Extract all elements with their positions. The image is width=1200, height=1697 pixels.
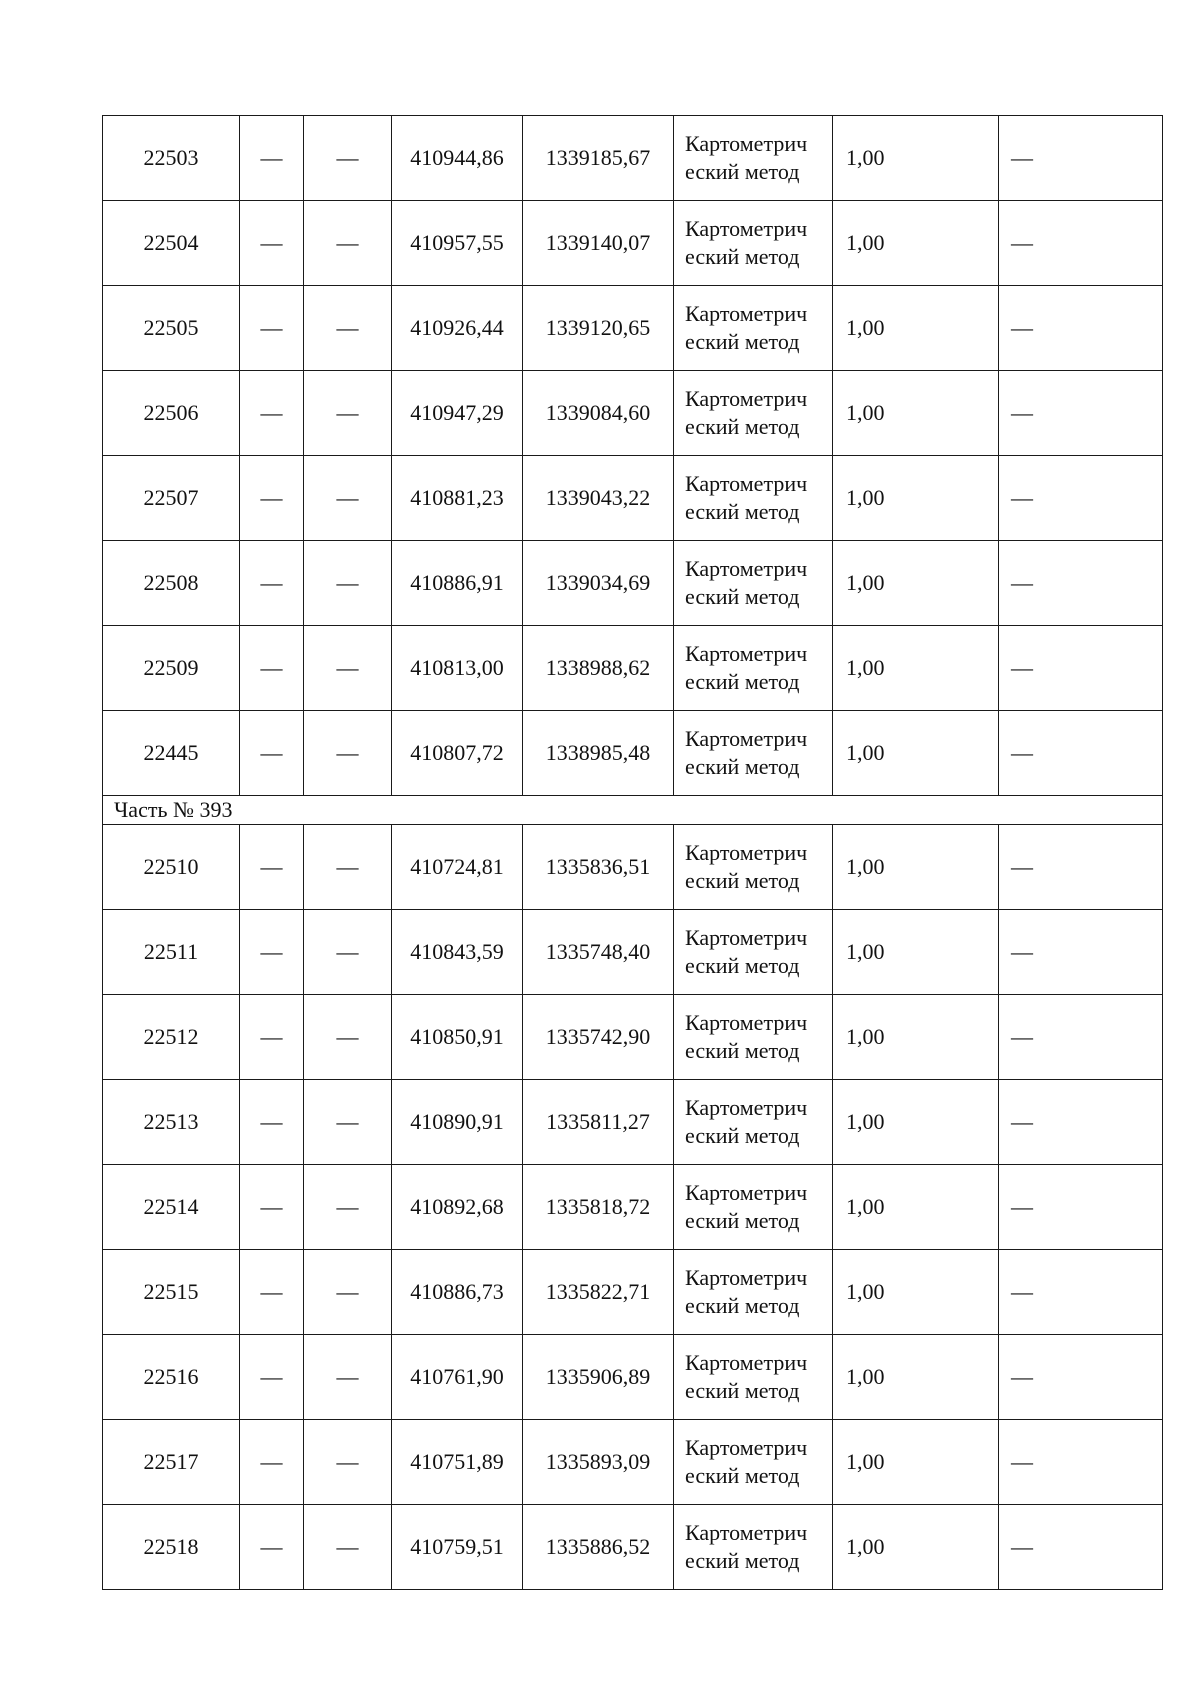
x-coordinate-cell: 410892,68 [392, 1165, 523, 1250]
description-cell: — [999, 286, 1163, 371]
empty-value-cell: — [304, 910, 392, 995]
y-coordinate-cell: 1335742,90 [523, 995, 674, 1080]
table-body-after-section [103, 825, 1163, 1590]
empty-value-cell: — [304, 626, 392, 711]
description-cell: — [999, 995, 1163, 1080]
point-number-cell: 22445 [103, 711, 240, 796]
y-coordinate-cell: 1335822,71 [523, 1250, 674, 1335]
method-cell [674, 541, 833, 626]
empty-value-cell: — [240, 456, 304, 541]
empty-value-cell: — [240, 1250, 304, 1335]
y-coordinate-cell: 1338985,48 [523, 711, 674, 796]
method-text: Картометрический метод [685, 1095, 808, 1148]
empty-value-cell: — [240, 1505, 304, 1590]
empty-value-cell: — [304, 541, 392, 626]
description-cell: — [999, 1080, 1163, 1165]
point-number-cell: 22509 [103, 626, 240, 711]
description-cell: — [999, 116, 1163, 201]
accuracy-cell: 1,00 [833, 456, 999, 541]
method-cell [674, 1505, 833, 1590]
empty-value-cell: — [240, 995, 304, 1080]
x-coordinate-cell: 410751,89 [392, 1420, 523, 1505]
method-text: Картометрический метод [685, 1435, 808, 1488]
empty-value-cell: — [304, 286, 392, 371]
y-coordinate-cell: 1335836,51 [523, 825, 674, 910]
point-number-cell: 22508 [103, 541, 240, 626]
accuracy-cell: 1,00 [833, 910, 999, 995]
method-text: Картометрический метод [685, 216, 808, 269]
empty-value-cell: — [240, 1080, 304, 1165]
accuracy-cell: 1,00 [833, 995, 999, 1080]
empty-value-cell: — [304, 1420, 392, 1505]
empty-value-cell: — [240, 711, 304, 796]
table-row [103, 371, 1163, 456]
point-number-cell: 22507 [103, 456, 240, 541]
description-cell: — [999, 910, 1163, 995]
table-row [103, 995, 1163, 1080]
table-row [103, 456, 1163, 541]
point-number-cell: 22516 [103, 1335, 240, 1420]
y-coordinate-cell: 1338988,62 [523, 626, 674, 711]
method-text: Картометрический метод [685, 641, 808, 694]
x-coordinate-cell: 410886,73 [392, 1250, 523, 1335]
table-row [103, 1505, 1163, 1590]
method-cell [674, 995, 833, 1080]
section-title: Часть № 393 [103, 796, 1163, 825]
accuracy-cell: 1,00 [833, 1505, 999, 1590]
empty-value-cell: — [240, 1335, 304, 1420]
method-text: Картометрический метод [685, 1520, 808, 1573]
point-number-cell: 22517 [103, 1420, 240, 1505]
empty-value-cell: — [240, 910, 304, 995]
accuracy-cell: 1,00 [833, 371, 999, 456]
method-cell [674, 456, 833, 541]
point-number-cell: 22503 [103, 116, 240, 201]
section-header-group [103, 796, 1163, 825]
method-text: Картометрический метод [685, 471, 808, 524]
y-coordinate-cell: 1339120,65 [523, 286, 674, 371]
method-cell [674, 286, 833, 371]
method-cell [674, 1420, 833, 1505]
empty-value-cell: — [304, 995, 392, 1080]
y-coordinate-cell: 1335818,72 [523, 1165, 674, 1250]
empty-value-cell: — [240, 541, 304, 626]
empty-value-cell: — [240, 825, 304, 910]
method-text: Картометрический метод [685, 1350, 808, 1403]
empty-value-cell: — [240, 116, 304, 201]
x-coordinate-cell: 410890,91 [392, 1080, 523, 1165]
method-text: Картометрический метод [685, 1180, 808, 1233]
table-row [103, 116, 1163, 201]
point-number-cell: 22518 [103, 1505, 240, 1590]
x-coordinate-cell: 410926,44 [392, 286, 523, 371]
empty-value-cell: — [240, 626, 304, 711]
y-coordinate-cell: 1339185,67 [523, 116, 674, 201]
y-coordinate-cell: 1339034,69 [523, 541, 674, 626]
empty-value-cell: — [304, 1335, 392, 1420]
table-row [103, 1165, 1163, 1250]
x-coordinate-cell: 410843,59 [392, 910, 523, 995]
x-coordinate-cell: 410957,55 [392, 201, 523, 286]
accuracy-cell: 1,00 [833, 1165, 999, 1250]
point-number-cell: 22512 [103, 995, 240, 1080]
point-number-cell: 22514 [103, 1165, 240, 1250]
x-coordinate-cell: 410759,51 [392, 1505, 523, 1590]
empty-value-cell: — [304, 371, 392, 456]
x-coordinate-cell: 410947,29 [392, 371, 523, 456]
method-text: Картометрический метод [685, 386, 808, 439]
method-cell [674, 626, 833, 711]
description-cell: — [999, 541, 1163, 626]
accuracy-cell: 1,00 [833, 626, 999, 711]
method-cell [674, 1250, 833, 1335]
method-cell [674, 1080, 833, 1165]
x-coordinate-cell: 410724,81 [392, 825, 523, 910]
point-number-cell: 22505 [103, 286, 240, 371]
accuracy-cell: 1,00 [833, 286, 999, 371]
description-cell: — [999, 1335, 1163, 1420]
accuracy-cell: 1,00 [833, 1250, 999, 1335]
accuracy-cell: 1,00 [833, 541, 999, 626]
table-row [103, 1420, 1163, 1505]
method-text: Картометрический метод [685, 131, 808, 184]
description-cell: — [999, 1250, 1163, 1335]
accuracy-cell: 1,00 [833, 201, 999, 286]
method-cell [674, 1165, 833, 1250]
accuracy-cell: 1,00 [833, 825, 999, 910]
empty-value-cell: — [240, 201, 304, 286]
empty-value-cell: — [240, 371, 304, 456]
accuracy-cell: 1,00 [833, 1080, 999, 1165]
table-row [103, 910, 1163, 995]
empty-value-cell: — [304, 711, 392, 796]
description-cell: — [999, 1420, 1163, 1505]
x-coordinate-cell: 410850,91 [392, 995, 523, 1080]
point-number-cell: 22506 [103, 371, 240, 456]
description-cell: — [999, 1165, 1163, 1250]
accuracy-cell: 1,00 [833, 1420, 999, 1505]
point-number-cell: 22511 [103, 910, 240, 995]
empty-value-cell: — [240, 1165, 304, 1250]
x-coordinate-cell: 410944,86 [392, 116, 523, 201]
x-coordinate-cell: 410886,91 [392, 541, 523, 626]
empty-value-cell: — [304, 1165, 392, 1250]
x-coordinate-cell: 410881,23 [392, 456, 523, 541]
y-coordinate-cell: 1335886,52 [523, 1505, 674, 1590]
method-cell [674, 116, 833, 201]
method-cell [674, 1335, 833, 1420]
y-coordinate-cell: 1335811,27 [523, 1080, 674, 1165]
method-cell [674, 910, 833, 995]
method-text: Картометрический метод [685, 556, 808, 609]
method-text: Картометрический метод [685, 840, 808, 893]
table-body-before-section [103, 116, 1163, 796]
point-number-cell: 22504 [103, 201, 240, 286]
x-coordinate-cell: 410813,00 [392, 626, 523, 711]
method-cell [674, 711, 833, 796]
table-row [103, 286, 1163, 371]
point-number-cell: 22510 [103, 825, 240, 910]
x-coordinate-cell: 410761,90 [392, 1335, 523, 1420]
accuracy-cell: 1,00 [833, 711, 999, 796]
table-row [103, 825, 1163, 910]
method-text: Картометрический метод [685, 726, 808, 779]
empty-value-cell: — [304, 825, 392, 910]
table-row [103, 1250, 1163, 1335]
y-coordinate-cell: 1335748,40 [523, 910, 674, 995]
empty-value-cell: — [304, 1080, 392, 1165]
method-cell [674, 201, 833, 286]
y-coordinate-cell: 1339084,60 [523, 371, 674, 456]
point-number-cell: 22515 [103, 1250, 240, 1335]
point-number-cell: 22513 [103, 1080, 240, 1165]
y-coordinate-cell: 1339043,22 [523, 456, 674, 541]
method-text: Картометрический метод [685, 1010, 808, 1063]
empty-value-cell: — [304, 116, 392, 201]
empty-value-cell: — [304, 1505, 392, 1590]
empty-value-cell: — [240, 286, 304, 371]
method-cell [674, 825, 833, 910]
section-row [103, 796, 1163, 825]
empty-value-cell: — [304, 1250, 392, 1335]
x-coordinate-cell: 410807,72 [392, 711, 523, 796]
table-row [103, 626, 1163, 711]
empty-value-cell: — [304, 456, 392, 541]
coordinates-table [102, 115, 1163, 1590]
method-text: Картометрический метод [685, 301, 808, 354]
table-row [103, 1080, 1163, 1165]
method-cell [674, 371, 833, 456]
table-row [103, 201, 1163, 286]
description-cell: — [999, 201, 1163, 286]
table-row [103, 711, 1163, 796]
y-coordinate-cell: 1335893,09 [523, 1420, 674, 1505]
method-text: Картометрический метод [685, 1265, 808, 1318]
description-cell: — [999, 626, 1163, 711]
description-cell: — [999, 371, 1163, 456]
accuracy-cell: 1,00 [833, 116, 999, 201]
empty-value-cell: — [304, 201, 392, 286]
description-cell: — [999, 711, 1163, 796]
table-row [103, 1335, 1163, 1420]
accuracy-cell: 1,00 [833, 1335, 999, 1420]
empty-value-cell: — [240, 1420, 304, 1505]
description-cell: — [999, 1505, 1163, 1590]
y-coordinate-cell: 1335906,89 [523, 1335, 674, 1420]
y-coordinate-cell: 1339140,07 [523, 201, 674, 286]
method-text: Картометрический метод [685, 925, 808, 978]
description-cell: — [999, 456, 1163, 541]
description-cell: — [999, 825, 1163, 910]
table-row [103, 541, 1163, 626]
